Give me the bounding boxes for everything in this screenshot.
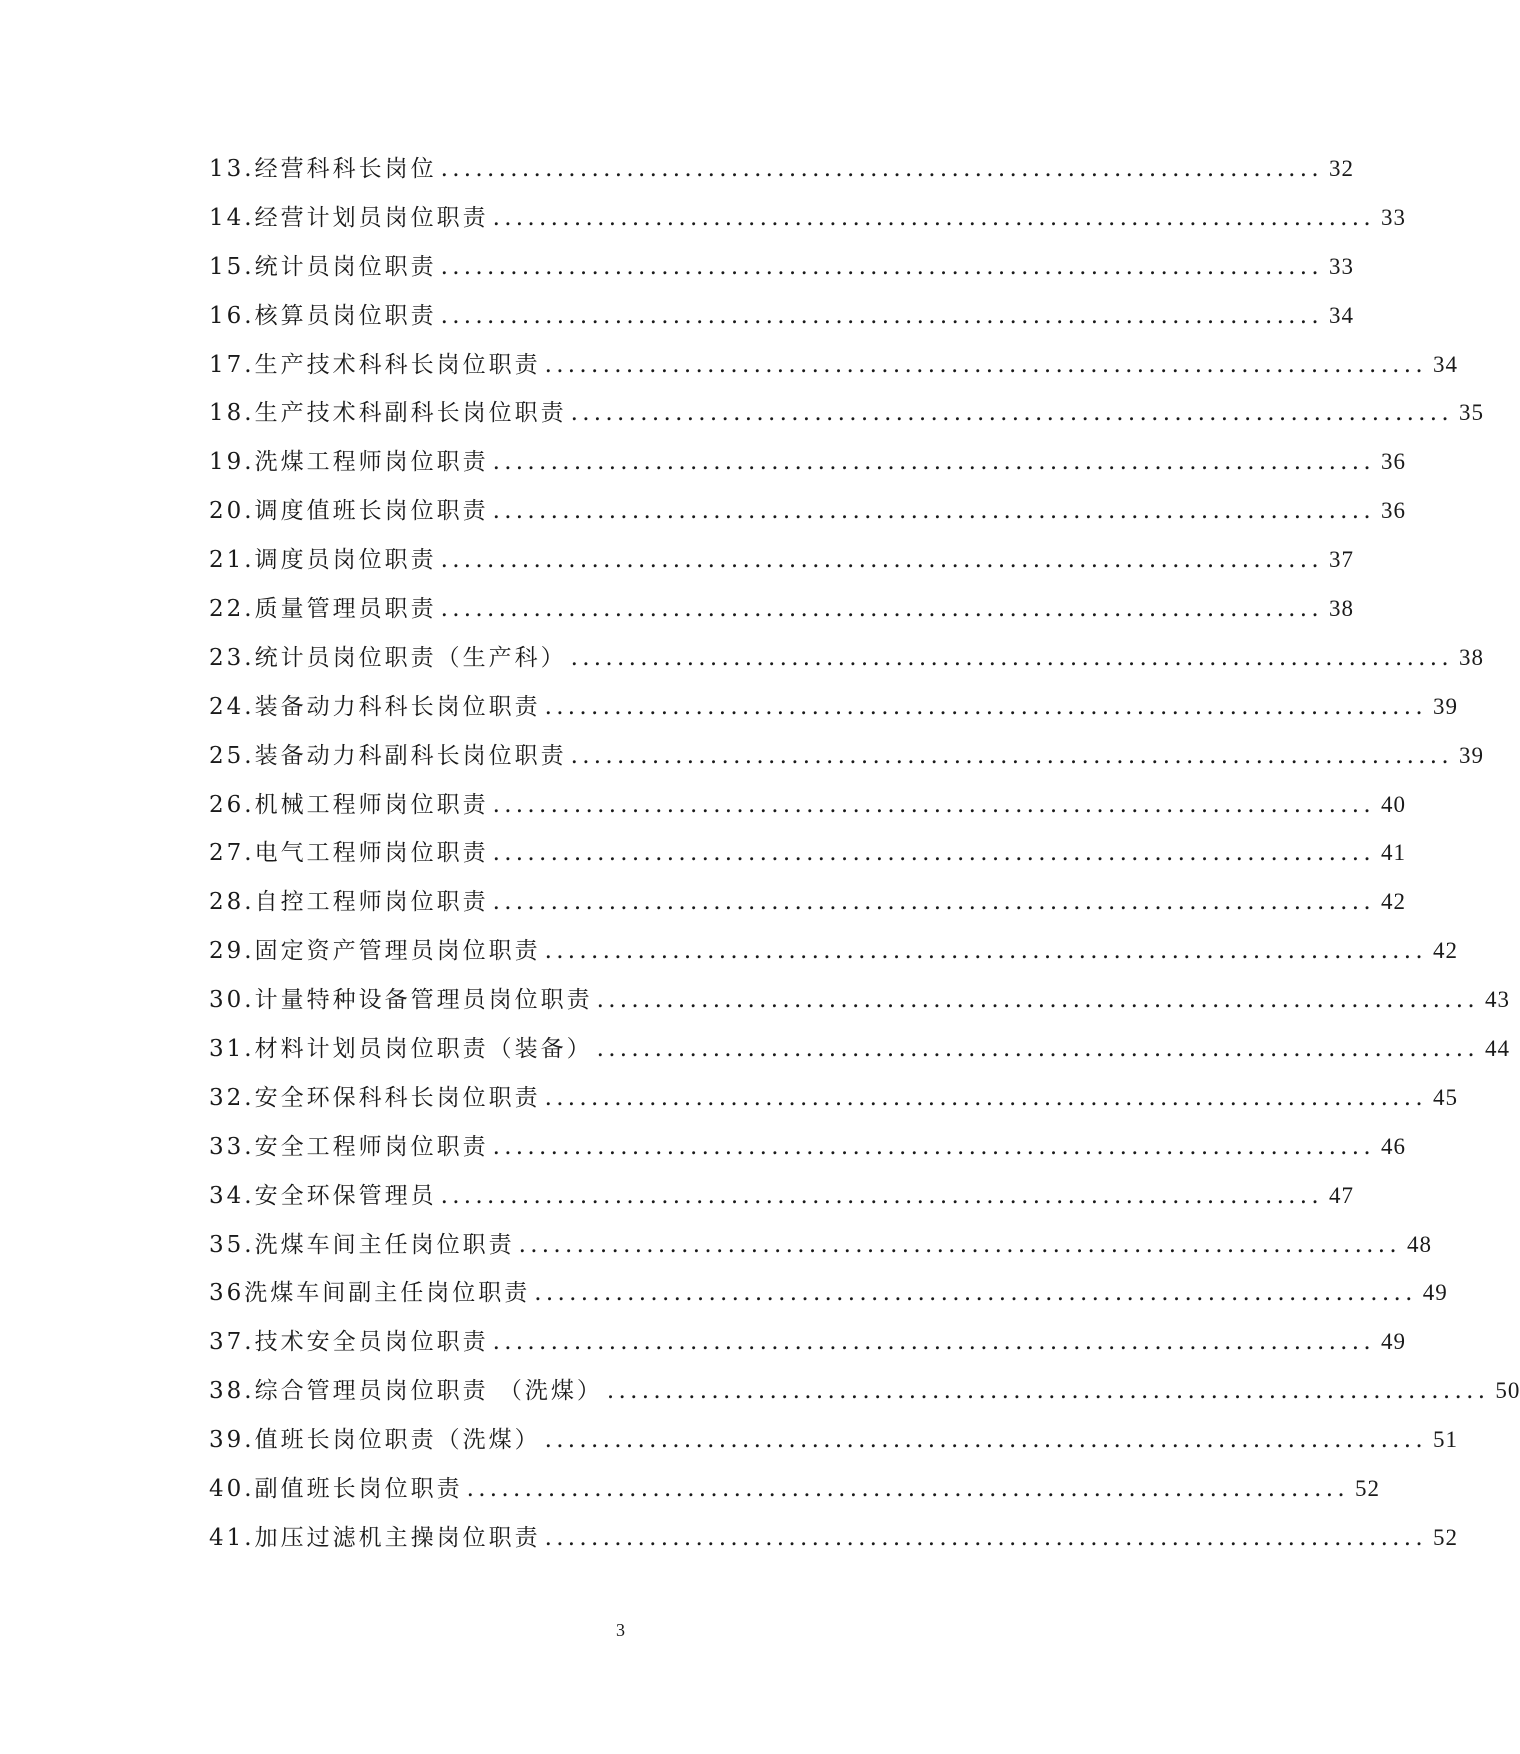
toc-entry-page: 32	[1329, 156, 1355, 181]
toc-leader-dots: ............................................................................	[440, 1182, 1324, 1209]
toc-leader-dots: ............................................................................	[440, 302, 1324, 329]
toc-entry[interactable]	[209, 1274, 1448, 1323]
toc-entry-page: 34	[1433, 351, 1459, 377]
toc-entry[interactable]	[209, 883, 1407, 932]
toc-entry[interactable]	[209, 981, 1511, 1030]
toc-entry-page: 33	[1381, 204, 1407, 230]
toc-entry-page: 48	[1407, 1231, 1433, 1257]
toc-leader-dots: ............................................................................	[544, 693, 1428, 720]
toc-entry[interactable]	[209, 394, 1485, 443]
toc-entry-title: 40.副值班长岗位职责	[209, 1476, 463, 1503]
toc-entry-title: 38.综合管理员岗位职责 （洗煤）	[209, 1378, 603, 1405]
toc-entry-page: 39	[1459, 742, 1485, 768]
toc-entry-title: 37.技术安全员岗位职责	[209, 1329, 489, 1356]
toc-entry-title: 23.统计员岗位职责（生产科）	[209, 644, 567, 671]
toc-entry-title: 36洗煤车间副主任岗位职责	[209, 1280, 531, 1307]
toc-entry-page: 52	[1433, 1524, 1459, 1550]
toc-entry-title: 14.经营计划员岗位职责	[209, 204, 489, 231]
toc-entry-page: 34	[1329, 302, 1355, 328]
toc-entry-title: 19.洗煤工程师岗位职责	[209, 449, 489, 476]
toc-entry-page: 35	[1459, 400, 1485, 426]
toc-entry[interactable]	[209, 1030, 1511, 1079]
toc-leader-dots: ............................................................................	[606, 1378, 1490, 1405]
toc-entry-page: 49	[1422, 1280, 1448, 1306]
toc-entry-title: 29.固定资产管理员岗位职责	[209, 938, 541, 965]
toc-entry-page: 38	[1459, 644, 1485, 670]
page-number: 3	[616, 1620, 625, 1640]
toc-entry-title: 13.经营科科长岗位	[209, 156, 437, 182]
toc-entry-page: 39	[1433, 693, 1459, 719]
toc-entry-page: 50	[1495, 1378, 1520, 1404]
toc-leader-dots: ............................................................................	[544, 1524, 1428, 1551]
toc-entry[interactable]	[209, 541, 1355, 590]
toc-entry-title: 21.调度员岗位职责	[209, 547, 437, 574]
toc-leader-dots: ............................................................................	[570, 644, 1454, 671]
toc-entry-page: 40	[1381, 791, 1407, 817]
toc-entry-title: 31.材料计划员岗位职责（装备）	[209, 1036, 593, 1063]
toc-entry[interactable]	[209, 590, 1355, 639]
toc-entry-title: 25.装备动力科副科长岗位职责	[209, 742, 567, 769]
toc-leader-dots: ............................................................................	[492, 840, 1376, 867]
toc-entry-title: 17.生产技术科科长岗位职责	[209, 351, 541, 378]
toc-entry[interactable]	[209, 443, 1407, 492]
toc-entry[interactable]	[209, 786, 1407, 835]
toc-entry-title: 28.自控工程师岗位职责	[209, 889, 489, 916]
toc-entry-page: 33	[1329, 253, 1355, 279]
toc-entry-title: 18.生产技术科副科长岗位职责	[209, 400, 567, 427]
toc-entry-title: 32.安全环保科科长岗位职责	[209, 1084, 541, 1111]
toc-entry[interactable]	[209, 1470, 1381, 1519]
toc-leader-dots: ............................................................................	[492, 204, 1376, 231]
toc-entry[interactable]	[209, 1323, 1407, 1372]
toc-entry-title: 16.核算员岗位职责	[209, 302, 437, 329]
toc-leader-dots: ............................................................................	[492, 449, 1376, 476]
toc-leader-dots: ............................................................................	[492, 498, 1376, 525]
toc-leader-dots: ............................................................................	[440, 253, 1324, 280]
toc-leader-dots: ............................................................................	[440, 596, 1324, 623]
toc-leader-dots: ............................................................................	[440, 547, 1324, 574]
toc-entry-page: 36	[1381, 449, 1407, 475]
toc-entry-page: 44	[1485, 1036, 1511, 1062]
toc-entry[interactable]	[209, 346, 1459, 395]
toc-leader-dots: ............................................................................	[518, 1231, 1402, 1258]
toc-entry-page: 45	[1433, 1084, 1459, 1110]
toc-entry[interactable]	[209, 297, 1355, 346]
toc-entry[interactable]	[209, 1372, 1520, 1421]
toc-entry-page: 36	[1381, 498, 1407, 524]
toc-entry-title: 22.质量管理员职责	[209, 596, 437, 623]
toc-leader-dots: ............................................................................	[544, 1084, 1428, 1111]
toc-entry-page: 46	[1381, 1133, 1407, 1159]
toc-leader-dots: ............................................................................	[492, 791, 1376, 818]
toc-entry[interactable]	[209, 737, 1485, 786]
toc-entry-page: 37	[1329, 547, 1355, 573]
toc-entry-page: 52	[1355, 1476, 1381, 1502]
toc-leader-dots: ............................................................................	[440, 156, 1324, 182]
toc-entry-title: 30.计量特种设备管理员岗位职责	[209, 987, 593, 1014]
toc-leader-dots: ............................................................................	[534, 1280, 1417, 1307]
toc-entry-title: 35.洗煤车间主任岗位职责	[209, 1231, 515, 1258]
toc-leader-dots: ............................................................................	[544, 351, 1428, 378]
toc-entry[interactable]	[209, 1177, 1355, 1226]
toc-entry-title: 33.安全工程师岗位职责	[209, 1133, 489, 1160]
toc-leader-dots: ............................................................................	[492, 1133, 1376, 1160]
toc-entry-page: 49	[1381, 1329, 1407, 1355]
toc-entry[interactable]	[209, 688, 1459, 737]
toc-entry[interactable]	[209, 1226, 1433, 1275]
toc-leader-dots: ............................................................................	[596, 1036, 1480, 1063]
toc-entry-page: 41	[1381, 840, 1407, 866]
toc-entry-title: 34.安全环保管理员	[209, 1182, 437, 1209]
toc-leader-dots: ............................................................................	[544, 1427, 1428, 1454]
toc-entry[interactable]	[209, 834, 1407, 883]
toc-leader-dots: ............................................................................	[492, 889, 1376, 916]
toc-entry-page: 47	[1329, 1182, 1355, 1208]
toc-leader-dots: ............................................................................	[492, 1329, 1376, 1356]
toc-entry-page: 42	[1381, 889, 1407, 915]
toc-leader-dots: ............................................................................	[570, 742, 1454, 769]
toc-entry-title: 39.值班长岗位职责（洗煤）	[209, 1427, 541, 1454]
toc-entry-title: 26.机械工程师岗位职责	[209, 791, 489, 818]
toc-entry[interactable]	[209, 932, 1459, 981]
toc-entry[interactable]	[209, 1421, 1459, 1470]
toc-entry-title: 27.电气工程师岗位职责	[209, 840, 489, 867]
table-of-contents	[209, 150, 1520, 1568]
toc-entry-title: 15.统计员岗位职责	[209, 253, 437, 280]
toc-entry[interactable]	[209, 248, 1355, 297]
toc-leader-dots: ............................................................................	[570, 400, 1454, 427]
toc-entry[interactable]	[209, 492, 1407, 541]
toc-entry-page: 42	[1433, 938, 1459, 964]
toc-entry[interactable]	[209, 1128, 1407, 1177]
toc-entry-title: 41.加压过滤机主操岗位职责	[209, 1524, 541, 1551]
toc-entry-page: 38	[1329, 596, 1355, 622]
toc-entry-page: 43	[1485, 987, 1511, 1013]
toc-entry-title: 20.调度值班长岗位职责	[209, 498, 489, 525]
toc-entry[interactable]	[209, 1079, 1459, 1128]
toc-leader-dots: ............................................................................	[466, 1476, 1350, 1503]
toc-leader-dots: ............................................................................	[596, 987, 1480, 1014]
toc-entry[interactable]	[209, 150, 1355, 199]
toc-entry[interactable]	[209, 1519, 1459, 1568]
toc-leader-dots: ............................................................................	[544, 938, 1428, 965]
toc-entry-page: 51	[1433, 1427, 1459, 1453]
toc-entry[interactable]	[209, 199, 1407, 248]
toc-entry-title: 24.装备动力科科长岗位职责	[209, 693, 541, 720]
toc-entry[interactable]	[209, 639, 1485, 688]
